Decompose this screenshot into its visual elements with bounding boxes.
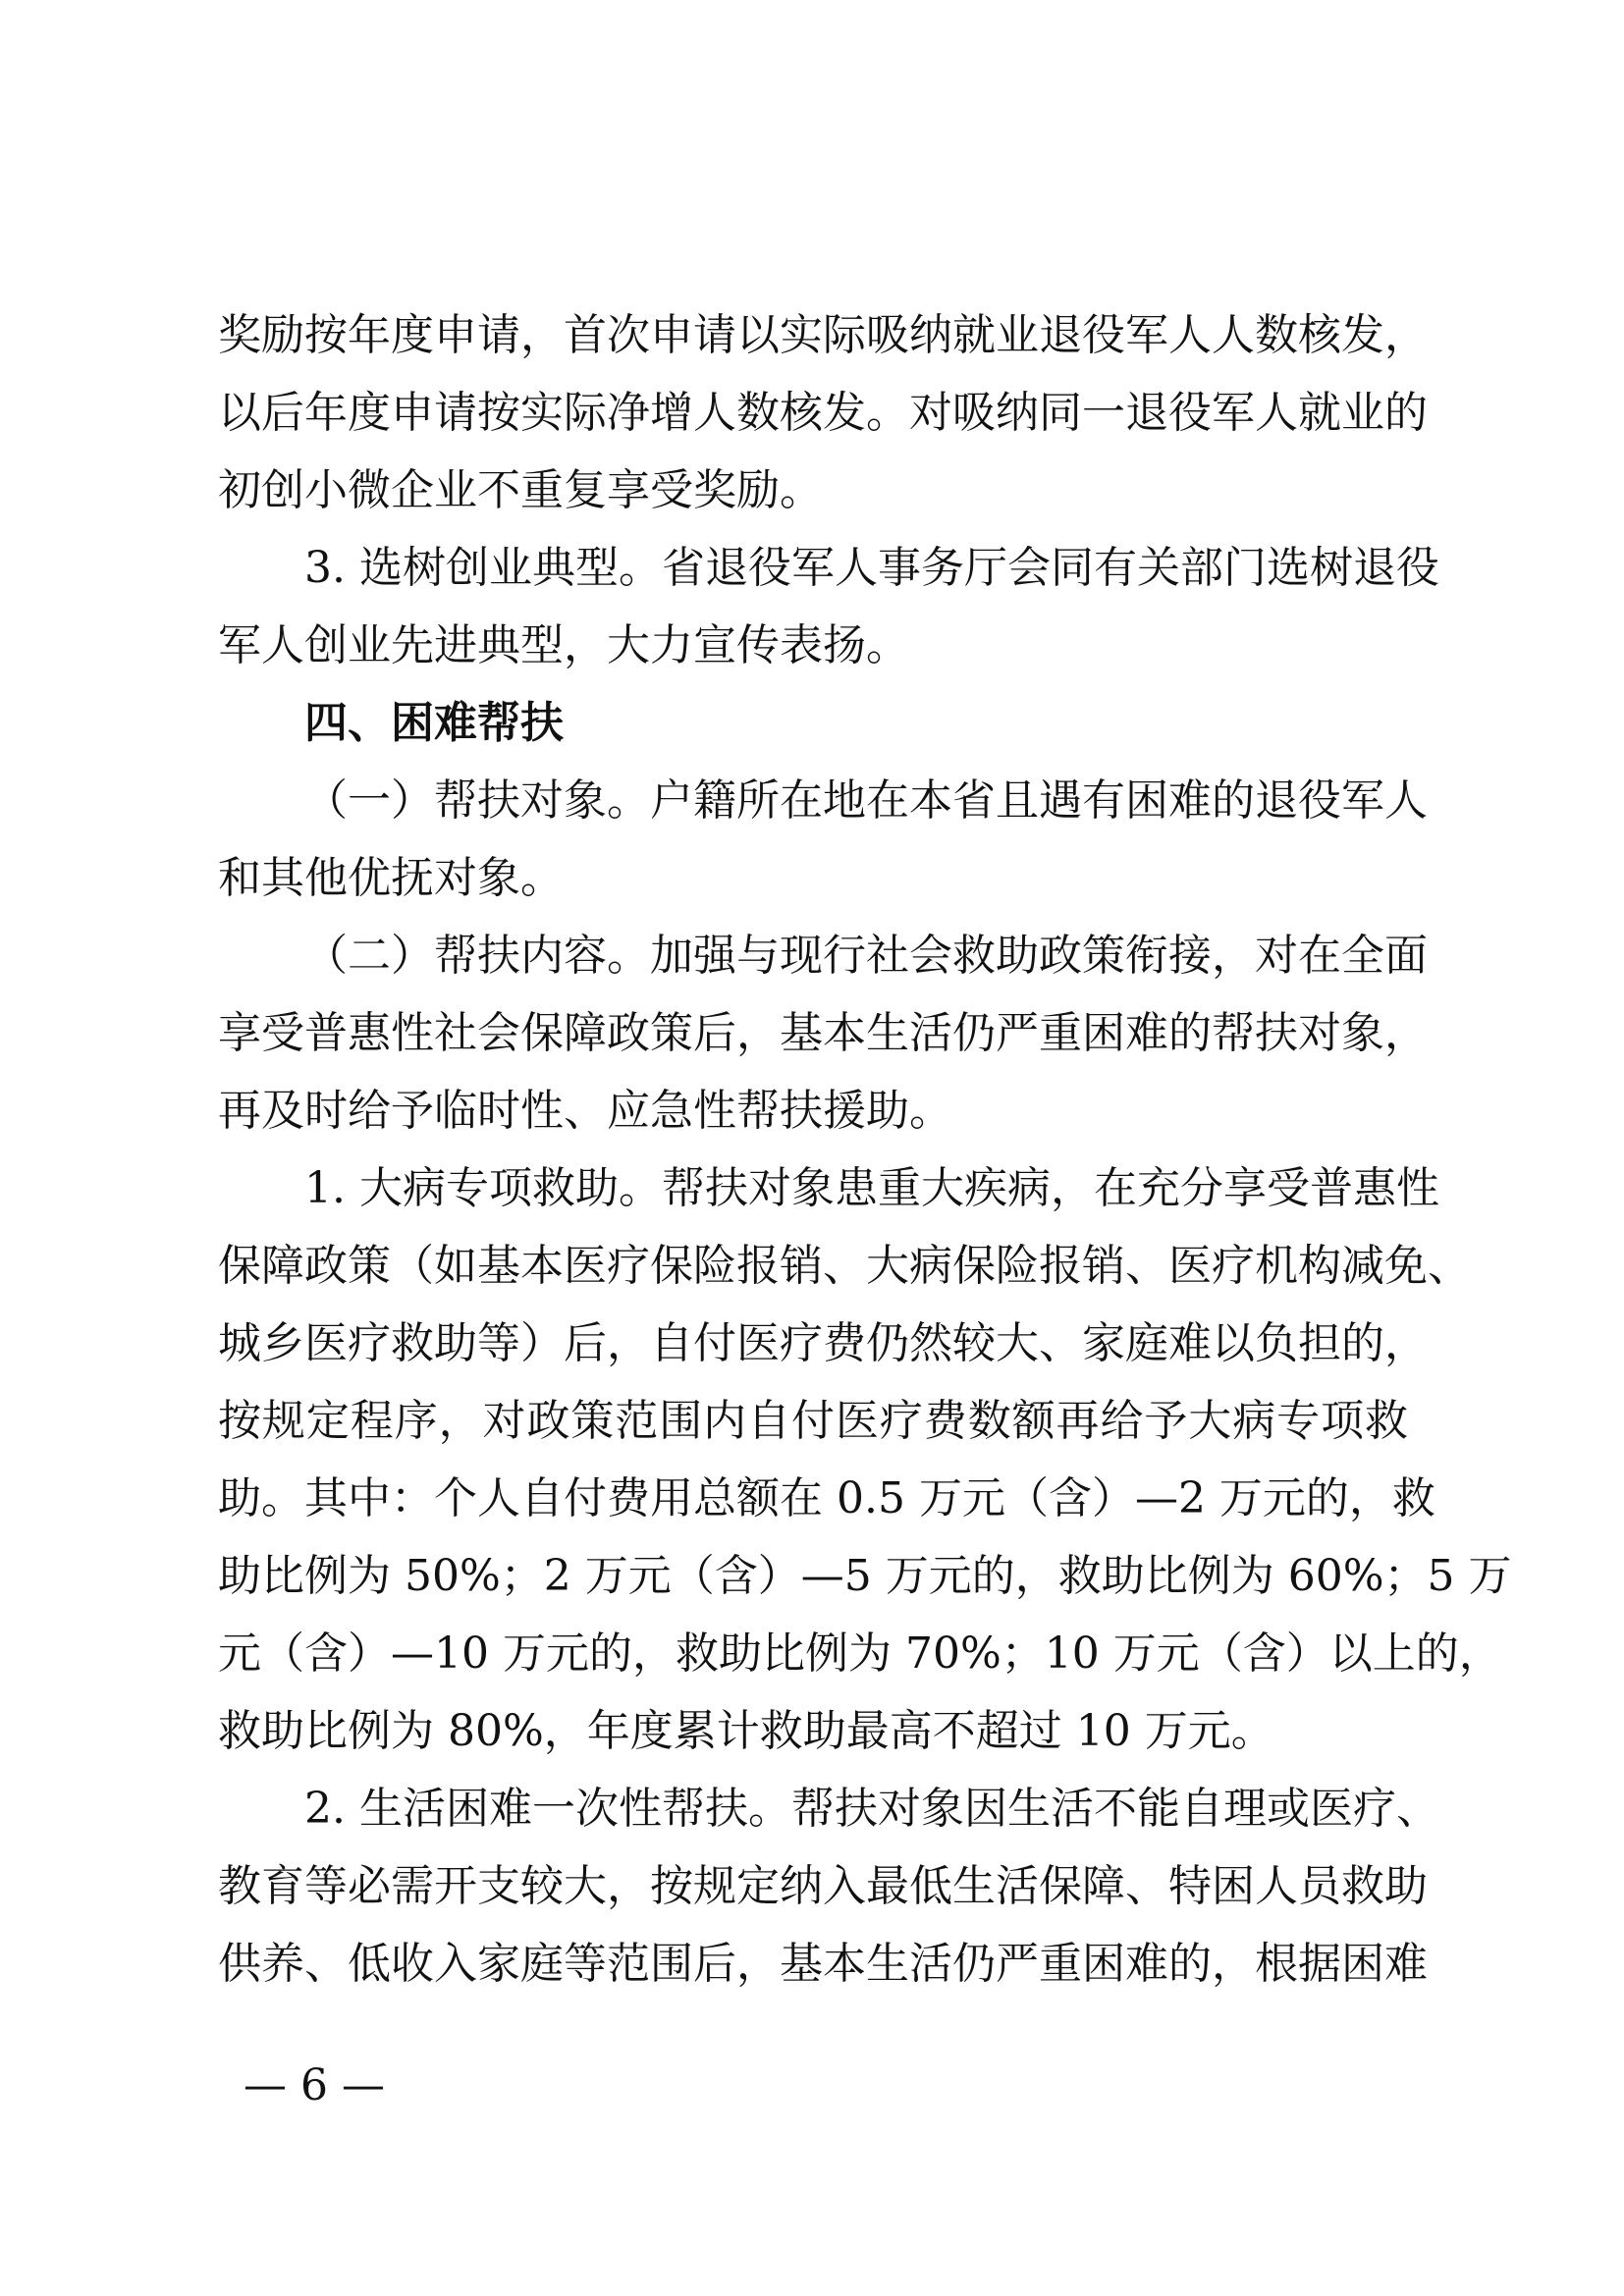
text-line: （一）帮扶对象。户籍所在地在本省且遇有困难的退役军人 <box>304 775 1428 826</box>
text-line: 助比例为 50%；2 万元（含）—5 万元的，救助比例为 60%；5 万 <box>218 1551 1512 1601</box>
text-line: 和其他优抚对象。 <box>218 853 564 903</box>
text-line: 3. 选树创业典型。省退役军人事务厅会同有关部门选树退役 <box>304 543 1439 593</box>
text-line: 教育等必需开支较大，按规定纳入最低生活保障、特困人员救助 <box>218 1861 1428 1911</box>
text-line: 1. 大病专项救助。帮扶对象患重大疾病，在充分享受普惠性 <box>304 1163 1439 1213</box>
text-line: 以后年度申请按实际净增人数核发。对吸纳同一退役军人就业的 <box>218 388 1428 438</box>
text-line: 初创小微企业不重复享受奖励。 <box>218 465 823 515</box>
page-number: — 6 — <box>244 2060 385 2110</box>
text-line: 保障政策（如基本医疗保险报销、大病保险报销、医疗机构减免、 <box>218 1241 1471 1291</box>
text-line: 供养、低收入家庭等范围后，基本生活仍严重困难的，根据困难 <box>218 1939 1428 1989</box>
text-line: 按规定程序，对政策范围内自付医疗费数额再给予大病专项救 <box>218 1396 1408 1446</box>
text-line: 助。其中：个人自付费用总额在 0.5 万元（含）—2 万元的，救 <box>218 1473 1435 1523</box>
text-line: 城乡医疗救助等）后，自付医疗费仍然较大、家庭难以负担的， <box>218 1318 1428 1368</box>
text-line: 救助比例为 80%，年度累计救助最高不超过 10 万元。 <box>218 1706 1274 1756</box>
text-line: 享受普惠性社会保障政策后，基本生活仍严重困难的帮扶对象， <box>218 1008 1428 1058</box>
text-line: 2. 生活困难一次性帮扶。帮扶对象因生活不能自理或医疗、 <box>304 1784 1439 1834</box>
section-heading: 四、困难帮扶 <box>304 698 564 748</box>
text-line: 奖励按年度申请，首次申请以实际吸纳就业退役军人人数核发， <box>218 310 1428 360</box>
text-line: 再及时给予临时性、应急性帮扶援助。 <box>218 1086 952 1136</box>
text-line: （二）帮扶内容。加强与现行社会救助政策衔接，对在全面 <box>304 931 1428 981</box>
text-line: 军人创业先进典型，大力宣传表扬。 <box>218 620 909 670</box>
text-line: 元（含）—10 万元的，救助比例为 70%；10 万元（含）以上的， <box>218 1629 1502 1679</box>
